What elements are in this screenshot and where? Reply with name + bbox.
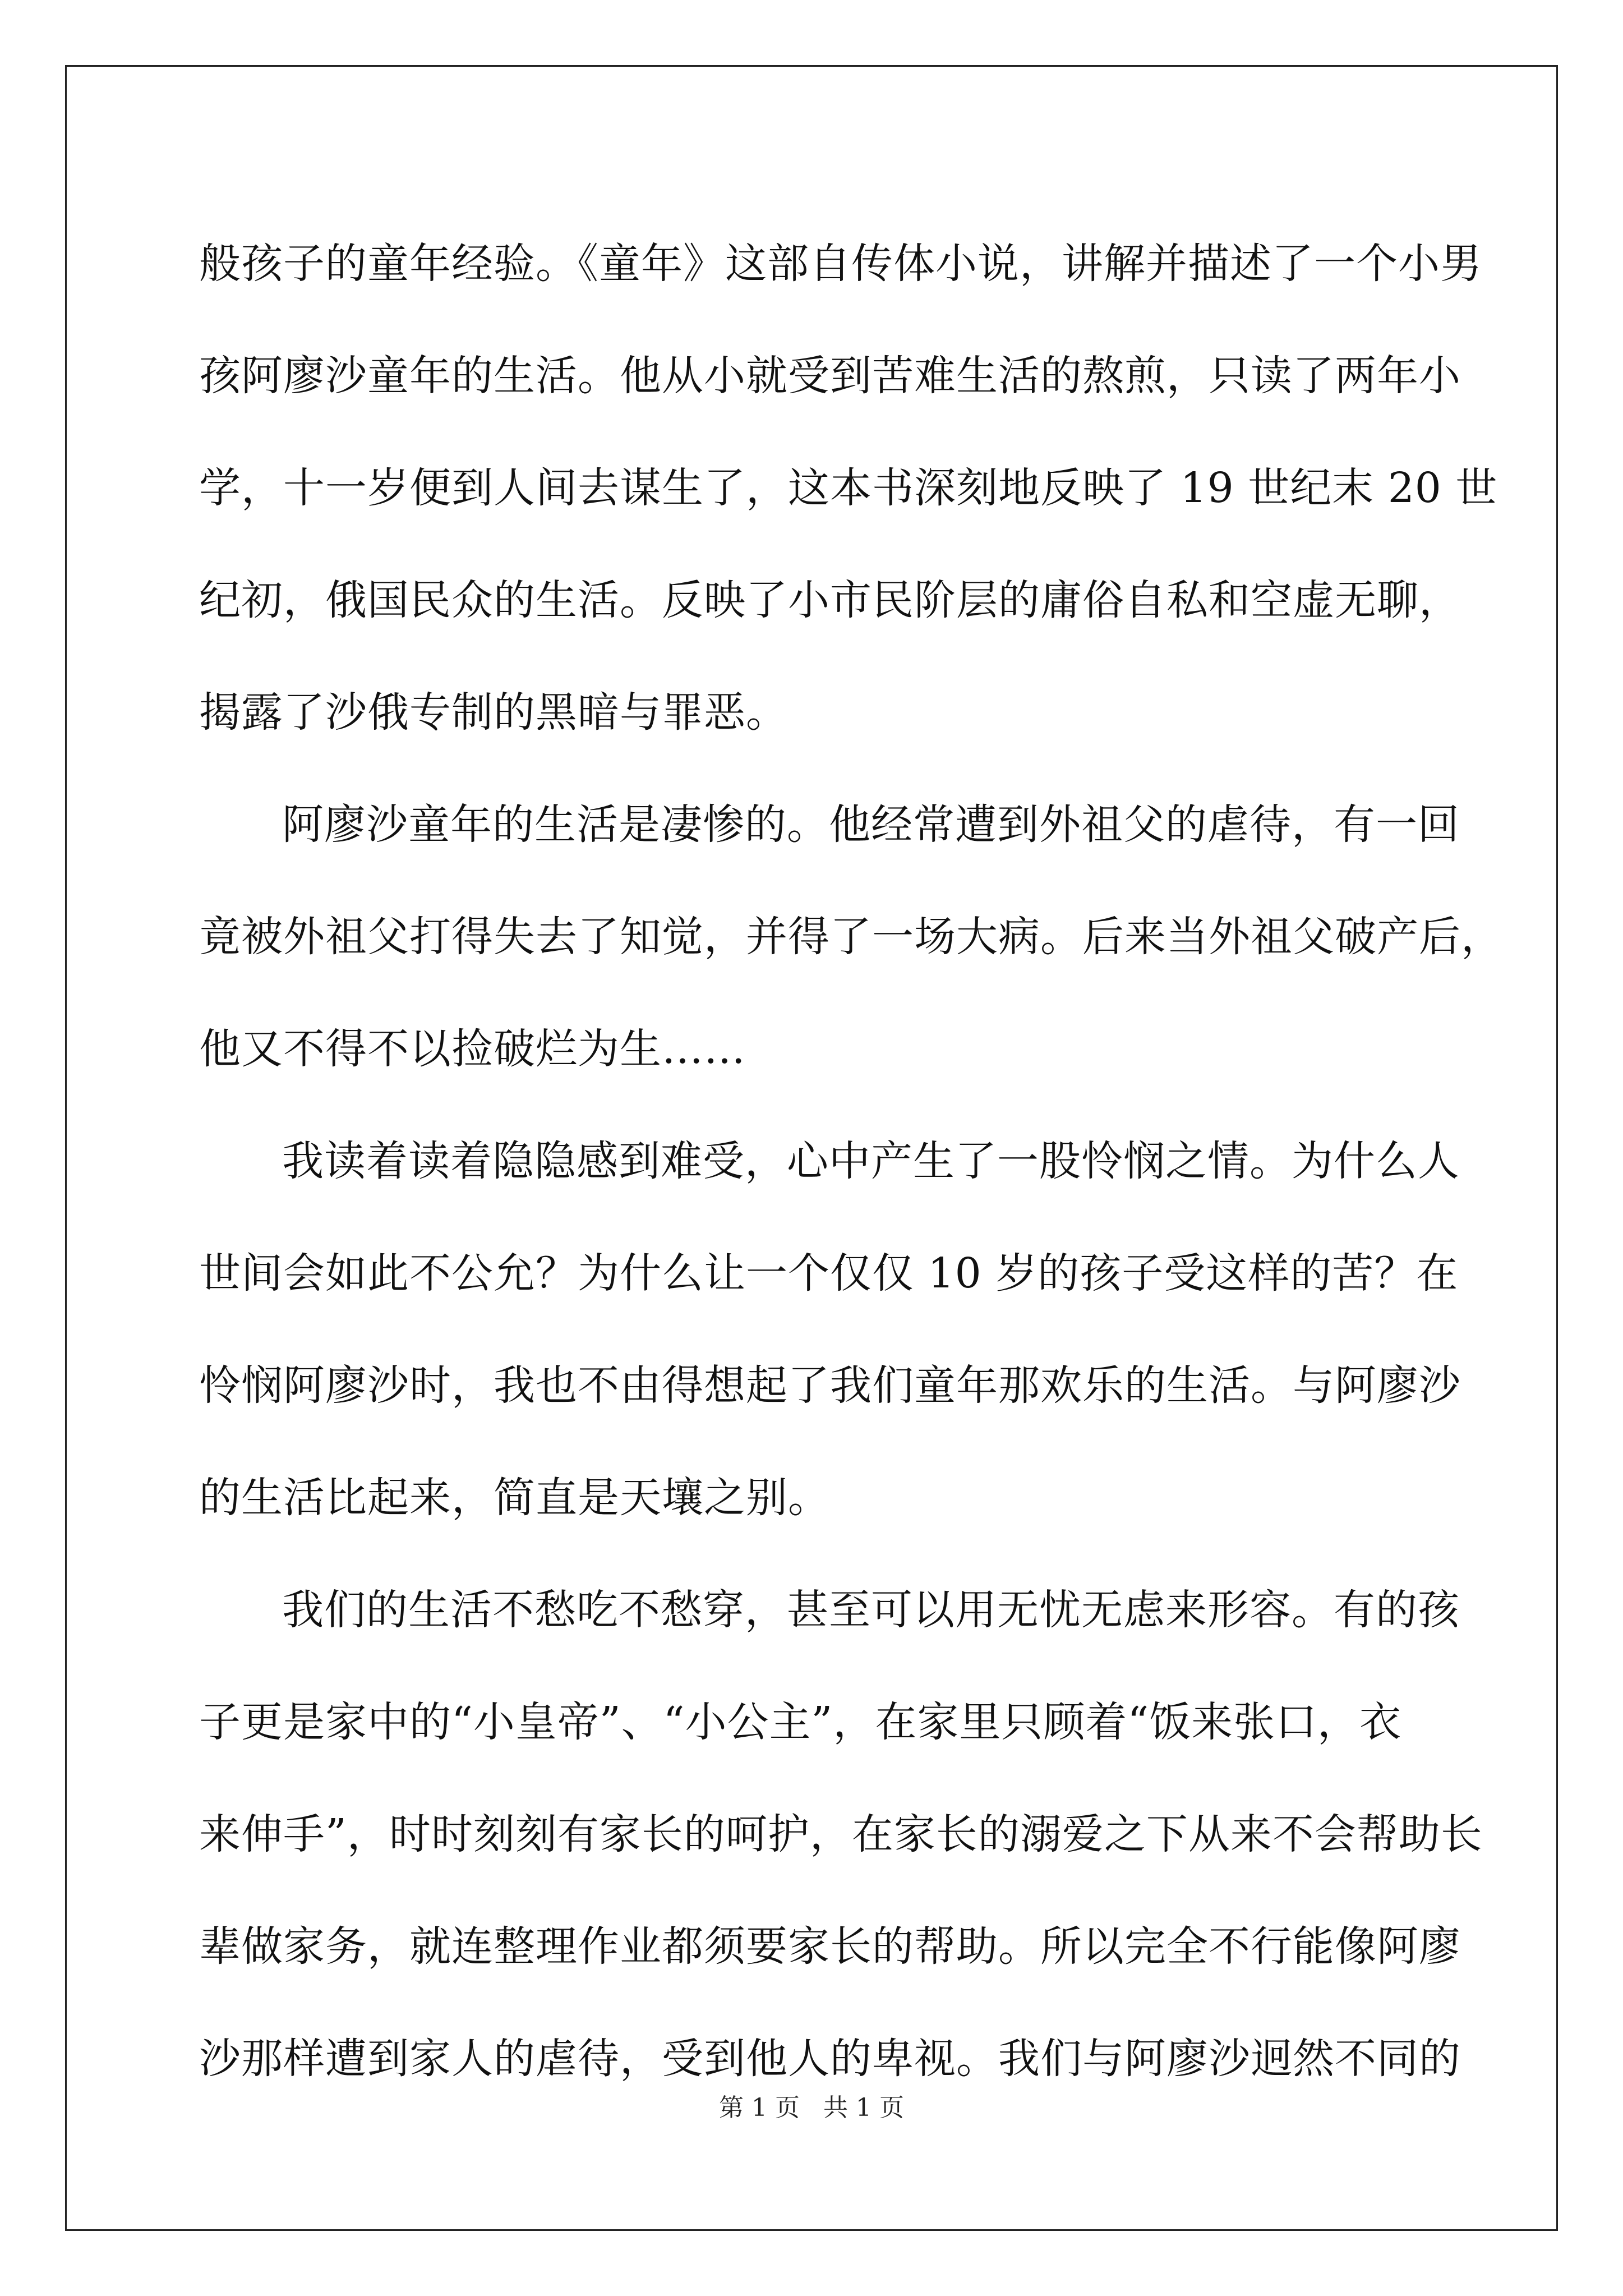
- text-line: 子更是家中的“小皇帝”、“小公主”，在家里只顾着“饭来张口，衣: [199, 1698, 1402, 1746]
- paragraph-start-line: 我读着读着隐隐感到难受，心中产生了一股怜悯之情。为什么人: [282, 1137, 1460, 1185]
- text-line: 辈做家务，就连整理作业都须要家长的帮助。所以完全不行能像阿廖: [199, 1922, 1461, 1971]
- text-line: 般孩子的童年经验。《童年》这部自传体小说，讲解并描述了一个小男: [199, 240, 1482, 288]
- text-line: 孩阿廖沙童年的生活。他从小就受到苦难生活的熬煎，只读了两年小: [199, 352, 1461, 400]
- paragraph-start-line: 我们的生活不愁吃不愁穿，甚至可以用无忧无虑来形容。有的孩: [282, 1586, 1460, 1634]
- text-line: 沙那样遭到家人的虐待，受到他人的卑视。我们与阿廖沙迥然不同的: [199, 2035, 1461, 2083]
- text-line: 的生活比起来，简直是天壤之别。: [199, 1474, 830, 1522]
- text-line: 世间会如此不公允？为什么让一个仅仅 10 岁的孩子受这样的苦？在: [199, 1249, 1459, 1297]
- text-line: 来伸手”，时时刻刻有家长的呵护，在家长的溺爱之下从来不会帮助长: [199, 1810, 1483, 1858]
- document-body: [199, 208, 1503, 2115]
- text-line: 怜悯阿廖沙时，我也不由得想起了我们童年那欢乐的生活。与阿廖沙: [199, 1361, 1461, 1410]
- text-line: 揭露了沙俄专制的黑暗与罪恶。: [199, 688, 788, 737]
- text-line: 他又不得不以捡破烂为生……: [199, 1025, 746, 1073]
- text-line: 纪初，俄国民众的生活。反映了小市民阶层的庸俗自私和空虚无聊，: [199, 576, 1461, 624]
- page-number-footer: 第 1 页 共 1 页: [719, 2093, 904, 2122]
- text-line: 学，十一岁便到人间去谋生了，这本书深刻地反映了 19 世纪末 20 世: [199, 464, 1498, 512]
- paragraph-start-line: 阿廖沙童年的生活是凄惨的。他经常遭到外祖父的虐待，有一回: [282, 800, 1460, 849]
- text-line: 竟被外祖父打得失去了知觉，并得了一场大病。后来当外祖父破产后，: [199, 913, 1503, 961]
